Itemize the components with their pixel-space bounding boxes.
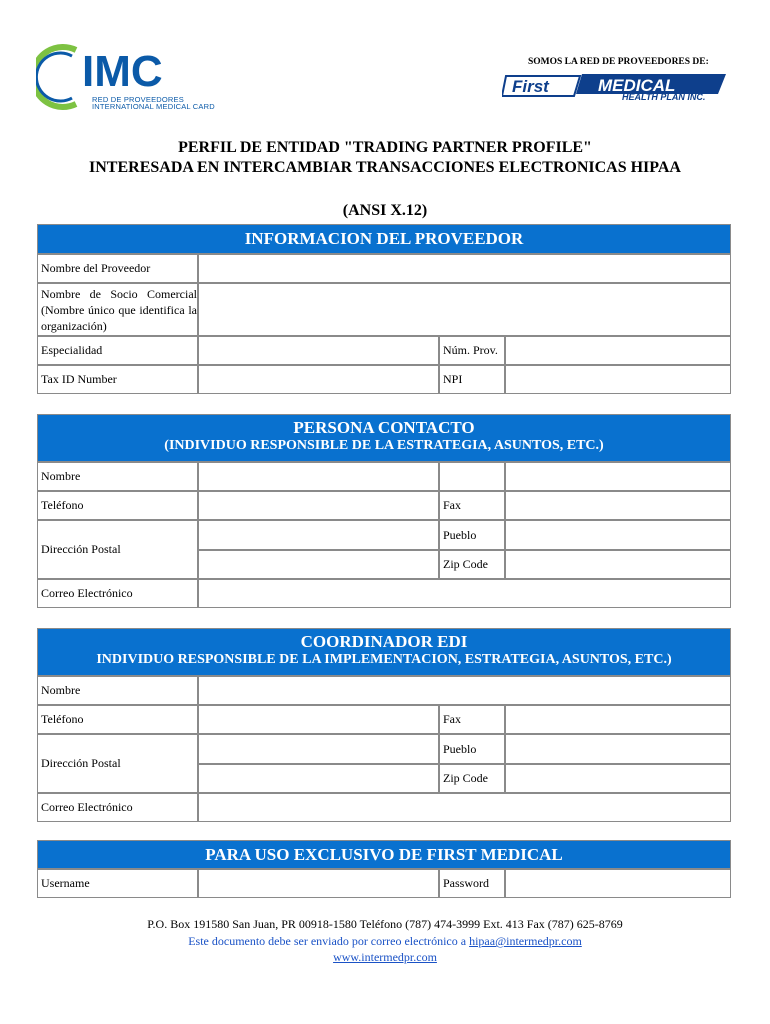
label-num-prov: Núm. Prov. [439,336,505,365]
section-header-edi: COORDINADOR EDI INDIVIDUO RESPONSIBLE DE LA IMPLEMENTACION, ESTRATEGIA, ASUNTOS, ETC.) [37,628,731,676]
section-header-contacto: PERSONA CONTACTO (INDIVIDUO RESPONSIBLE DE LA ESTRATEGIA, ASUNTOS, ETC.) [37,414,731,462]
input-username[interactable] [198,869,439,898]
label-edi-correo: Correo Electrónico [37,793,198,822]
label-edi-pueblo: Pueblo [439,734,505,764]
footer-address: P.O. Box 191580 San Juan, PR 00918-1580 Teléfono (787) 474-3999 Ext. 413 Fax (787) 625-8769 [147,917,623,931]
first-medical-logo-subtitle: HEALTH PLAN INC. [622,92,706,102]
input-contacto-direccion-1[interactable] [198,520,439,550]
label-tax-id: Tax ID Number [37,365,198,394]
input-contacto-nombre-extra[interactable] [439,462,505,491]
input-edi-telefono[interactable] [198,705,439,734]
input-contacto-correo[interactable] [198,579,731,608]
input-npi[interactable] [505,365,731,394]
input-contacto-telefono[interactable] [198,491,439,520]
label-edi-direccion: Dirección Postal [37,734,198,793]
input-edi-direccion-2[interactable] [198,764,439,793]
label-edi-nombre: Nombre [37,676,198,705]
input-nombre-proveedor[interactable] [198,254,731,283]
input-contacto-nombre-extra2[interactable] [505,462,731,491]
label-contacto-zip: Zip Code [439,550,505,579]
input-password[interactable] [505,869,731,898]
input-edi-pueblo[interactable] [505,734,731,764]
website-link[interactable]: www.intermedpr.com [333,950,437,964]
label-especialidad: Especialidad [37,336,198,365]
label-username: Username [37,869,198,898]
label-contacto-direccion: Dirección Postal [37,520,198,579]
input-socio-comercial[interactable] [198,283,731,336]
tagline: SOMOS LA RED DE PROVEEDORES DE: [528,57,709,67]
page-title: PERFIL DE ENTIDAD "TRADING PARTNER PROFILE" [178,139,592,156]
input-edi-zip[interactable] [505,764,731,793]
first-medical-logo-medical: MEDICAL [598,76,676,95]
label-contacto-fax: Fax [439,491,505,520]
input-contacto-nombre[interactable] [198,462,439,491]
input-num-prov[interactable] [505,336,731,365]
footer-note-text: Este documento debe ser enviado por correo electrónico a [188,934,470,948]
input-edi-fax[interactable] [505,705,731,734]
input-edi-nombre[interactable] [198,676,731,705]
page-title-line2: INTERESADA EN INTERCAMBIAR TRANSACCIONES ELECTRONICAS HIPAA [89,159,681,176]
label-socio-comercial: Nombre de Socio Comercial (Nombre único que identifica la organización) [37,283,198,336]
input-edi-direccion-1[interactable] [198,734,439,764]
label-contacto-pueblo: Pueblo [439,520,505,550]
input-contacto-pueblo[interactable] [505,520,731,550]
label-password: Password [439,869,505,898]
label-contacto-telefono: Teléfono [37,491,198,520]
label-edi-fax: Fax [439,705,505,734]
imc-logo-subtitle: RED DE PROVEEDORES INTERNATIONAL MEDICAL CARD [92,95,215,111]
section-header-proveedor: INFORMACION DEL PROVEEDOR [37,224,731,254]
footer-note [0,934,770,949]
input-contacto-fax[interactable] [505,491,731,520]
first-medical-logo-first: First [512,77,549,96]
footer-website [0,950,770,965]
label-edi-telefono: Teléfono [37,705,198,734]
label-nombre-proveedor: Nombre del Proveedor [37,254,198,283]
input-tax-id[interactable] [198,365,439,394]
input-edi-correo[interactable] [198,793,731,822]
label-npi: NPI [439,365,505,394]
label-edi-zip: Zip Code [439,764,505,793]
input-contacto-zip[interactable] [505,550,731,579]
page-title-line3: (ANSI X.12) [342,202,428,219]
section-header-exclusivo: PARA USO EXCLUSIVO DE FIRST MEDICAL [37,840,731,869]
label-contacto-correo: Correo Electrónico [37,579,198,608]
input-contacto-direccion-2[interactable] [198,550,439,579]
imc-logo-text: IMC [82,47,163,96]
input-especialidad[interactable] [198,336,439,365]
email-link[interactable]: hipaa@intermedpr.com [469,934,582,948]
label-contacto-nombre: Nombre [37,462,198,491]
